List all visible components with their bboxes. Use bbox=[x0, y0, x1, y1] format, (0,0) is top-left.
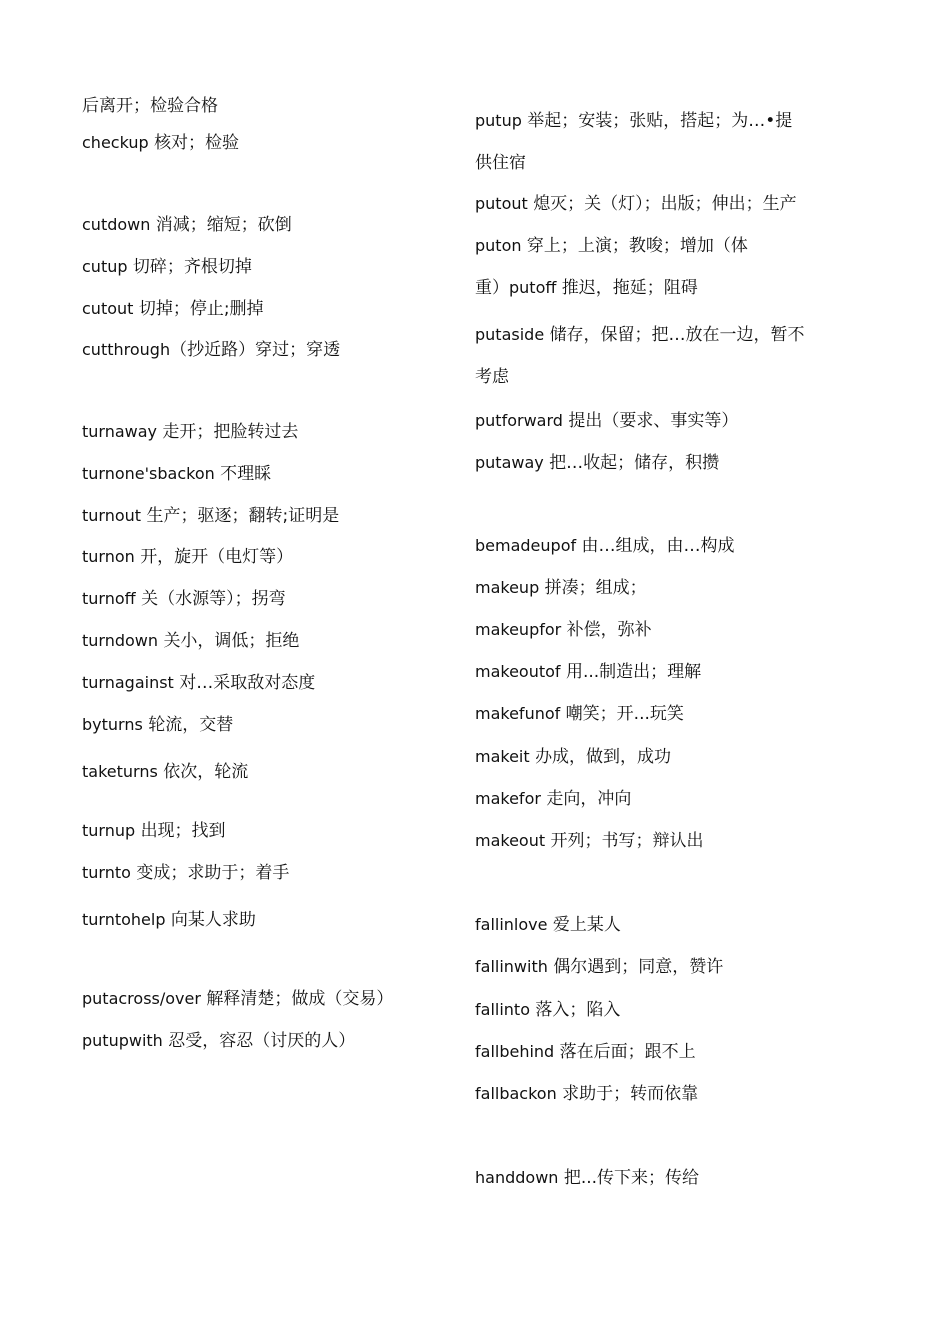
entry-term: turntohelp bbox=[82, 910, 166, 929]
entry-definition: 提出（要求、事实等） bbox=[568, 411, 739, 431]
entry-definition: 把...传下来；传给 bbox=[563, 1168, 700, 1188]
entry-definition: 办成，做到，成功 bbox=[535, 747, 672, 767]
right-entry-20 bbox=[475, 1040, 696, 1064]
left-entry-5 bbox=[82, 338, 340, 362]
entry-definition: 求助于；转而依靠 bbox=[562, 1084, 699, 1104]
entry-definition: 走向，冲向 bbox=[546, 789, 632, 809]
right-entry-22 bbox=[475, 1166, 699, 1190]
entry-term: putforward bbox=[475, 411, 563, 430]
entry-definition: 熄灭；关（灯）；出版；伸出；生产 bbox=[533, 194, 797, 214]
right-entry-4 bbox=[475, 276, 698, 300]
entry-term: turnout bbox=[82, 506, 142, 525]
entry-term: putaside bbox=[475, 325, 545, 344]
left-entry-8 bbox=[82, 504, 339, 528]
right-entry-13 bbox=[475, 702, 684, 726]
entry-definition: 由…组成，由…构成 bbox=[581, 536, 735, 556]
right-entry-15 bbox=[475, 787, 631, 811]
right-entry-2 bbox=[475, 192, 797, 216]
right-entry-10 bbox=[475, 576, 647, 600]
left-entry-10 bbox=[82, 587, 286, 611]
entry-definition: 补偿，弥补 bbox=[566, 620, 652, 640]
entry-definition: 推迟，拖延；阻碍 bbox=[561, 278, 698, 298]
entry-term: taketurns bbox=[82, 762, 158, 781]
entry-definition: 开列；书写；辩认出 bbox=[550, 831, 704, 851]
entry-term: makeoutof bbox=[475, 662, 561, 681]
entry-definition: 把…收起；储存，积攒 bbox=[549, 453, 720, 473]
right-entry-18 bbox=[475, 955, 723, 979]
left-entry-16 bbox=[82, 861, 289, 885]
left-entry-18 bbox=[82, 987, 393, 1011]
entry-definition: 忍受，容忍（讨厌的人） bbox=[168, 1031, 356, 1051]
entry-term: makefor bbox=[475, 789, 541, 808]
entry-definition: 爱上某人 bbox=[552, 915, 621, 935]
right-entry-0 bbox=[475, 109, 792, 133]
entry-term: putout bbox=[475, 194, 528, 213]
entry-term: putupwith bbox=[82, 1031, 163, 1050]
entry-term: makeout bbox=[475, 831, 546, 850]
entry-definition: 依次，轮流 bbox=[163, 762, 249, 782]
entry-definition: 落在后面；跟不上 bbox=[559, 1042, 696, 1062]
entry-term: handdown bbox=[475, 1168, 559, 1187]
entry-term: turnto bbox=[82, 863, 131, 882]
right-entry-3 bbox=[475, 234, 748, 258]
entry-term: fallinwith bbox=[475, 957, 548, 976]
entry-definition: 考虑 bbox=[475, 367, 509, 387]
entry-definition: 储存，保留；把…放在一边，暂不 bbox=[549, 325, 805, 345]
left-entry-13 bbox=[82, 713, 233, 737]
entry-term: turnoff bbox=[82, 589, 136, 608]
left-entry-15 bbox=[82, 819, 226, 843]
entry-definition: 生产；驱逐；翻转;证明是 bbox=[146, 506, 340, 526]
left-entry-1 bbox=[82, 131, 239, 155]
left-entry-9 bbox=[82, 545, 293, 569]
entry-term: bemadeupof bbox=[475, 536, 577, 555]
right-entry-12 bbox=[475, 660, 701, 684]
left-entry-11 bbox=[82, 629, 299, 653]
entry-definition: 穿上；上演；教唆；增加（体 bbox=[526, 236, 748, 256]
entry-definition: 拼凑；组成； bbox=[544, 578, 647, 598]
entry-definition: 变成；求助于；着手 bbox=[136, 863, 290, 883]
entry-term: makeup bbox=[475, 578, 540, 597]
entry-definition: 后离开；检验合格 bbox=[82, 96, 218, 116]
left-entry-6 bbox=[82, 420, 298, 444]
right-entry-21 bbox=[475, 1082, 698, 1106]
left-entry-2 bbox=[82, 213, 292, 237]
entry-term: fallbackon bbox=[475, 1084, 557, 1103]
entry-term: turnagainst bbox=[82, 673, 174, 692]
left-entry-0 bbox=[82, 94, 218, 118]
entry-definition: 重） bbox=[475, 278, 509, 298]
entry-definition: 走开；把脸转过去 bbox=[162, 422, 299, 442]
entry-definition: 关（水源等）；拐弯 bbox=[141, 589, 286, 609]
entry-term: cutout bbox=[82, 299, 134, 318]
right-entry-11 bbox=[475, 618, 652, 642]
entry-definition: 对…采取敌对态度 bbox=[179, 673, 316, 693]
entry-definition: 核对；检验 bbox=[154, 133, 240, 153]
entry-definition: 举起；安装；张贴，搭起；为…•提 bbox=[527, 111, 793, 131]
entry-definition: 开，旋开（电灯等） bbox=[140, 547, 294, 567]
entry-term: cutup bbox=[82, 257, 128, 276]
entry-definition: 落入；陷入 bbox=[535, 1000, 621, 1020]
entry-term: cutthrough bbox=[82, 340, 171, 359]
entry-definition: 切掉；停止;删掉 bbox=[138, 299, 264, 319]
entry-definition: 不理睬 bbox=[220, 464, 272, 484]
right-entry-16 bbox=[475, 829, 704, 853]
entry-term: fallinto bbox=[475, 1000, 530, 1019]
entry-term: turndown bbox=[82, 631, 159, 650]
entry-term: fallinlove bbox=[475, 915, 548, 934]
entry-definition: 向某人求助 bbox=[170, 910, 256, 930]
right-entry-19 bbox=[475, 998, 620, 1022]
entry-term: turnaway bbox=[82, 422, 158, 441]
right-entry-1 bbox=[475, 151, 526, 175]
entry-definition: 消减；缩短；砍倒 bbox=[155, 215, 292, 235]
entry-term: makefunof bbox=[475, 704, 561, 723]
entry-definition: 用...制造出；理解 bbox=[565, 662, 702, 682]
entry-term: puton bbox=[475, 236, 522, 255]
entry-term: turnup bbox=[82, 821, 136, 840]
left-entry-12 bbox=[82, 671, 315, 695]
left-entry-14 bbox=[82, 760, 248, 784]
entry-definition: 关小，调低；拒绝 bbox=[163, 631, 300, 651]
entry-definition: 解释清楚；做成（交易） bbox=[206, 989, 394, 1009]
entry-definition: 切碎；齐根切掉 bbox=[132, 257, 252, 277]
left-entry-4 bbox=[82, 297, 264, 321]
entry-definition: 嘲笑；开...玩笑 bbox=[565, 704, 684, 724]
entry-term: makeit bbox=[475, 747, 530, 766]
entry-term: putacross/over bbox=[82, 989, 201, 1008]
left-entry-17 bbox=[82, 908, 256, 932]
right-entry-6 bbox=[475, 365, 509, 389]
entry-term: makeupfor bbox=[475, 620, 562, 639]
left-entry-3 bbox=[82, 255, 252, 279]
entry-definition: 轮流，交替 bbox=[148, 715, 234, 735]
entry-term: checkup bbox=[82, 133, 149, 152]
entry-term: fallbehind bbox=[475, 1042, 555, 1061]
entry-definition: 出现；找到 bbox=[140, 821, 226, 841]
entry-definition: 供住宿 bbox=[475, 153, 526, 173]
entry-definition: （抄近路）穿过；穿透 bbox=[170, 340, 341, 360]
entry-definition: 偶尔遇到；同意，赞许 bbox=[553, 957, 724, 977]
entry-term: putup bbox=[475, 111, 522, 130]
entry-term: turnon bbox=[82, 547, 135, 566]
entry-term: cutdown bbox=[82, 215, 151, 234]
entry-term: byturns bbox=[82, 715, 143, 734]
right-entry-5 bbox=[475, 323, 805, 347]
entry-term: putaway bbox=[475, 453, 544, 472]
right-entry-9 bbox=[475, 534, 735, 558]
right-entry-14 bbox=[475, 745, 671, 769]
right-entry-8 bbox=[475, 451, 719, 475]
left-entry-7 bbox=[82, 462, 271, 486]
right-entry-17 bbox=[475, 913, 621, 937]
right-entry-7 bbox=[475, 409, 738, 433]
entry-term: turnone'sbackon bbox=[82, 464, 215, 483]
left-entry-19 bbox=[82, 1029, 355, 1053]
entry-term: putoff bbox=[509, 278, 557, 297]
